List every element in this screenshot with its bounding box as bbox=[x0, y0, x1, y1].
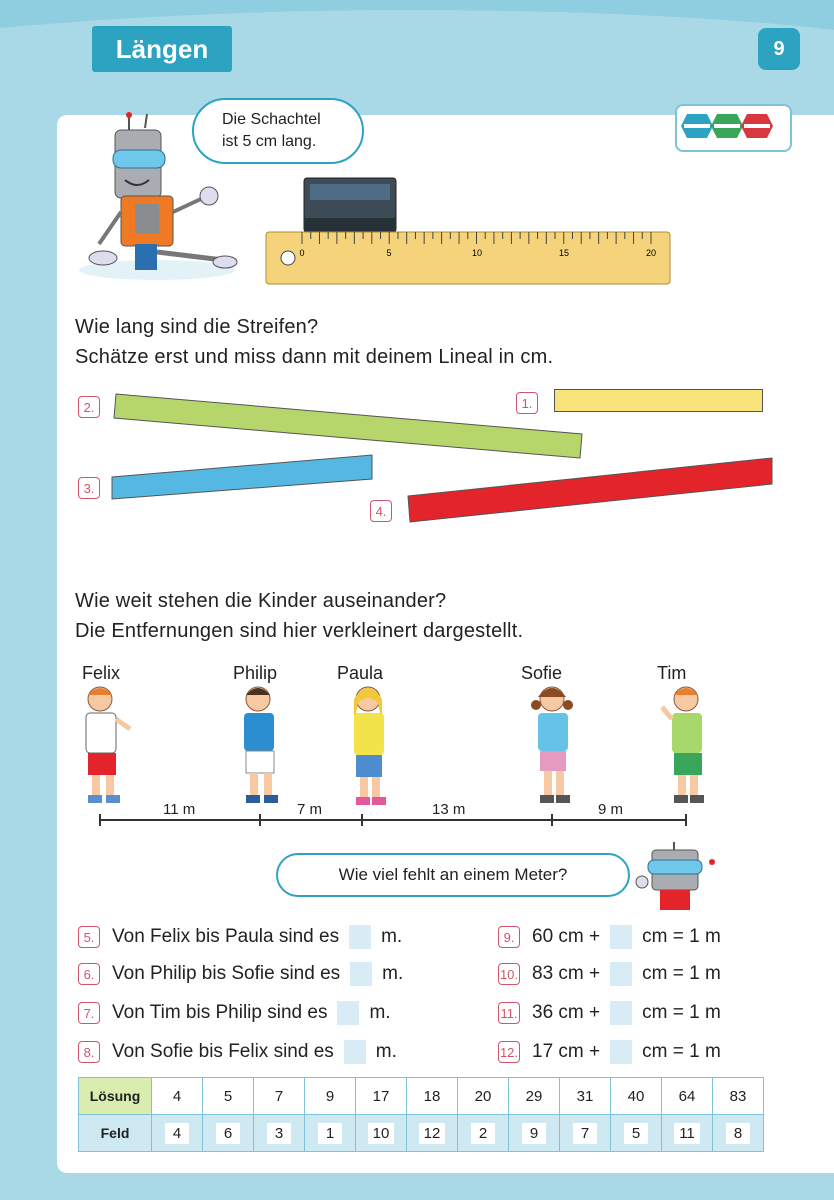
solution-cell: 40 bbox=[611, 1078, 662, 1115]
speech-line-1: Die Schachtel bbox=[222, 111, 321, 128]
field-cell: 7 bbox=[573, 1123, 597, 1144]
publisher-logo bbox=[675, 104, 792, 152]
solution-row bbox=[79, 1078, 764, 1115]
strip-4 bbox=[406, 456, 776, 524]
question-1-line-2: Schätze erst und miss dann mit deinem Lineal in cm. bbox=[75, 346, 554, 368]
task-12-unit: cm = 1 m bbox=[642, 1041, 721, 1062]
task-7-number: 7. bbox=[78, 1002, 100, 1024]
task-8-unit: m. bbox=[375, 1041, 397, 1062]
hint-speech-bubble: Wie viel fehlt an einem Meter? bbox=[276, 853, 630, 897]
task-8 bbox=[78, 1040, 397, 1064]
question-2-line-2: Die Entfernungen sind hier verkleinert dargestellt. bbox=[75, 620, 524, 642]
task-10 bbox=[498, 962, 721, 986]
field-cell: 11 bbox=[674, 1123, 700, 1144]
paula-figure bbox=[354, 687, 386, 805]
solution-table bbox=[78, 1077, 764, 1152]
solution-cell: 9 bbox=[305, 1078, 356, 1115]
task-6-answer-field[interactable] bbox=[350, 962, 372, 986]
task-9-text: 60 cm + bbox=[532, 926, 601, 947]
task-7-text: Von Tim bis Philip sind es bbox=[112, 1002, 328, 1023]
task-6-number: 6. bbox=[78, 963, 100, 985]
field-cell: 6 bbox=[216, 1123, 240, 1144]
ruler-label-0: 0 bbox=[299, 248, 305, 258]
field-row-label: Feld bbox=[79, 1115, 152, 1152]
felix-figure bbox=[86, 687, 130, 803]
task-5-number: 5. bbox=[78, 926, 100, 948]
kid-name-paula: Paula bbox=[337, 663, 384, 683]
field-cell: 1 bbox=[318, 1123, 342, 1144]
solution-cell: 17 bbox=[356, 1078, 407, 1115]
task-9-number: 9. bbox=[498, 926, 520, 948]
field-cell: 8 bbox=[726, 1123, 750, 1144]
page-number: 9 bbox=[758, 28, 800, 70]
field-cell: 9 bbox=[522, 1123, 546, 1144]
task-11 bbox=[498, 1001, 721, 1025]
tim-figure bbox=[662, 687, 704, 803]
task-9 bbox=[498, 925, 721, 949]
strip-3-number: 3. bbox=[78, 477, 100, 499]
task-5 bbox=[78, 925, 402, 949]
field-cell: 10 bbox=[368, 1123, 395, 1144]
speech-line-2: ist 5 cm lang. bbox=[222, 133, 317, 150]
kid-name-philip: Philip bbox=[233, 663, 278, 683]
task-8-text: Von Sofie bis Felix sind es bbox=[112, 1041, 334, 1062]
kid-name-sofie: Sofie bbox=[521, 663, 563, 683]
task-8-number: 8. bbox=[78, 1041, 100, 1063]
task-5-text: Von Felix bis Paula sind es bbox=[112, 926, 340, 947]
field-cell: 5 bbox=[624, 1123, 648, 1144]
distance-philip-paula: 7 m bbox=[297, 801, 323, 818]
field-cell: 2 bbox=[471, 1123, 495, 1144]
field-cell: 3 bbox=[267, 1123, 291, 1144]
kid-name-tim: Tim bbox=[657, 663, 687, 683]
sofie-figure bbox=[531, 687, 573, 803]
field-cell: 4 bbox=[165, 1123, 189, 1144]
ruler-label-15: 15 bbox=[558, 248, 570, 258]
task-7-answer-field[interactable] bbox=[337, 1001, 359, 1025]
task-11-number: 11. bbox=[498, 1002, 520, 1024]
task-7 bbox=[78, 1001, 391, 1025]
distance-sofie-tim: 9 m bbox=[598, 801, 624, 818]
solution-cell: 5 bbox=[203, 1078, 254, 1115]
solution-cell: 29 bbox=[509, 1078, 560, 1115]
ruler-label-20: 20 bbox=[645, 248, 657, 258]
task-6 bbox=[78, 962, 403, 986]
solution-cell: 7 bbox=[254, 1078, 305, 1115]
task-12 bbox=[498, 1040, 721, 1064]
task-8-answer-field[interactable] bbox=[344, 1040, 366, 1064]
field-cell: 12 bbox=[419, 1123, 446, 1144]
strip-1-number: 1. bbox=[516, 392, 538, 414]
solution-cell: 83 bbox=[713, 1078, 764, 1115]
solution-cell: 18 bbox=[407, 1078, 458, 1115]
task-11-answer-field[interactable] bbox=[610, 1001, 632, 1025]
task-6-unit: m. bbox=[382, 963, 404, 984]
solution-cell: 20 bbox=[458, 1078, 509, 1115]
kid-name-felix: Felix bbox=[82, 663, 121, 683]
question-2-line-1: Wie weit stehen die Kinder auseinander? bbox=[75, 590, 447, 612]
solution-row-label: Lösung bbox=[79, 1078, 152, 1115]
task-10-unit: cm = 1 m bbox=[642, 963, 721, 984]
task-10-answer-field[interactable] bbox=[610, 962, 632, 986]
solution-cell: 64 bbox=[662, 1078, 713, 1115]
strip-2 bbox=[112, 390, 586, 462]
question-1-line-1: Wie lang sind die Streifen? bbox=[75, 316, 319, 338]
solution-cell: 31 bbox=[560, 1078, 611, 1115]
small-robot-illustration bbox=[630, 842, 730, 914]
chapter-title: Längen bbox=[92, 26, 232, 72]
strip-3 bbox=[110, 453, 376, 501]
strip-4-number: 4. bbox=[370, 500, 392, 522]
ruler-label-5: 5 bbox=[386, 248, 392, 258]
field-row bbox=[79, 1115, 764, 1152]
robot-speech-bubble bbox=[192, 98, 364, 164]
task-6-text: Von Philip bis Sofie sind es bbox=[112, 963, 341, 984]
task-10-number: 10. bbox=[498, 963, 520, 985]
task-12-number: 12. bbox=[498, 1041, 520, 1063]
task-9-answer-field[interactable] bbox=[610, 925, 632, 949]
strip-2-number: 2. bbox=[78, 396, 100, 418]
task-12-answer-field[interactable] bbox=[610, 1040, 632, 1064]
philip-figure bbox=[244, 687, 278, 803]
task-12-text: 17 cm + bbox=[532, 1041, 601, 1062]
task-7-unit: m. bbox=[369, 1002, 391, 1023]
task-5-answer-field[interactable] bbox=[349, 925, 371, 949]
distance-felix-philip: 11 m bbox=[163, 801, 196, 818]
task-11-text: 36 cm + bbox=[532, 1002, 601, 1023]
distance-paula-sofie: 13 m bbox=[432, 801, 466, 818]
task-10-text: 83 cm + bbox=[532, 963, 601, 984]
task-9-unit: cm = 1 m bbox=[642, 926, 721, 947]
task-5-unit: m. bbox=[381, 926, 403, 947]
solution-cell: 4 bbox=[152, 1078, 203, 1115]
ruler-label-10: 10 bbox=[471, 248, 483, 258]
task-11-unit: cm = 1 m bbox=[642, 1002, 721, 1023]
ruler-illustration bbox=[262, 176, 674, 288]
